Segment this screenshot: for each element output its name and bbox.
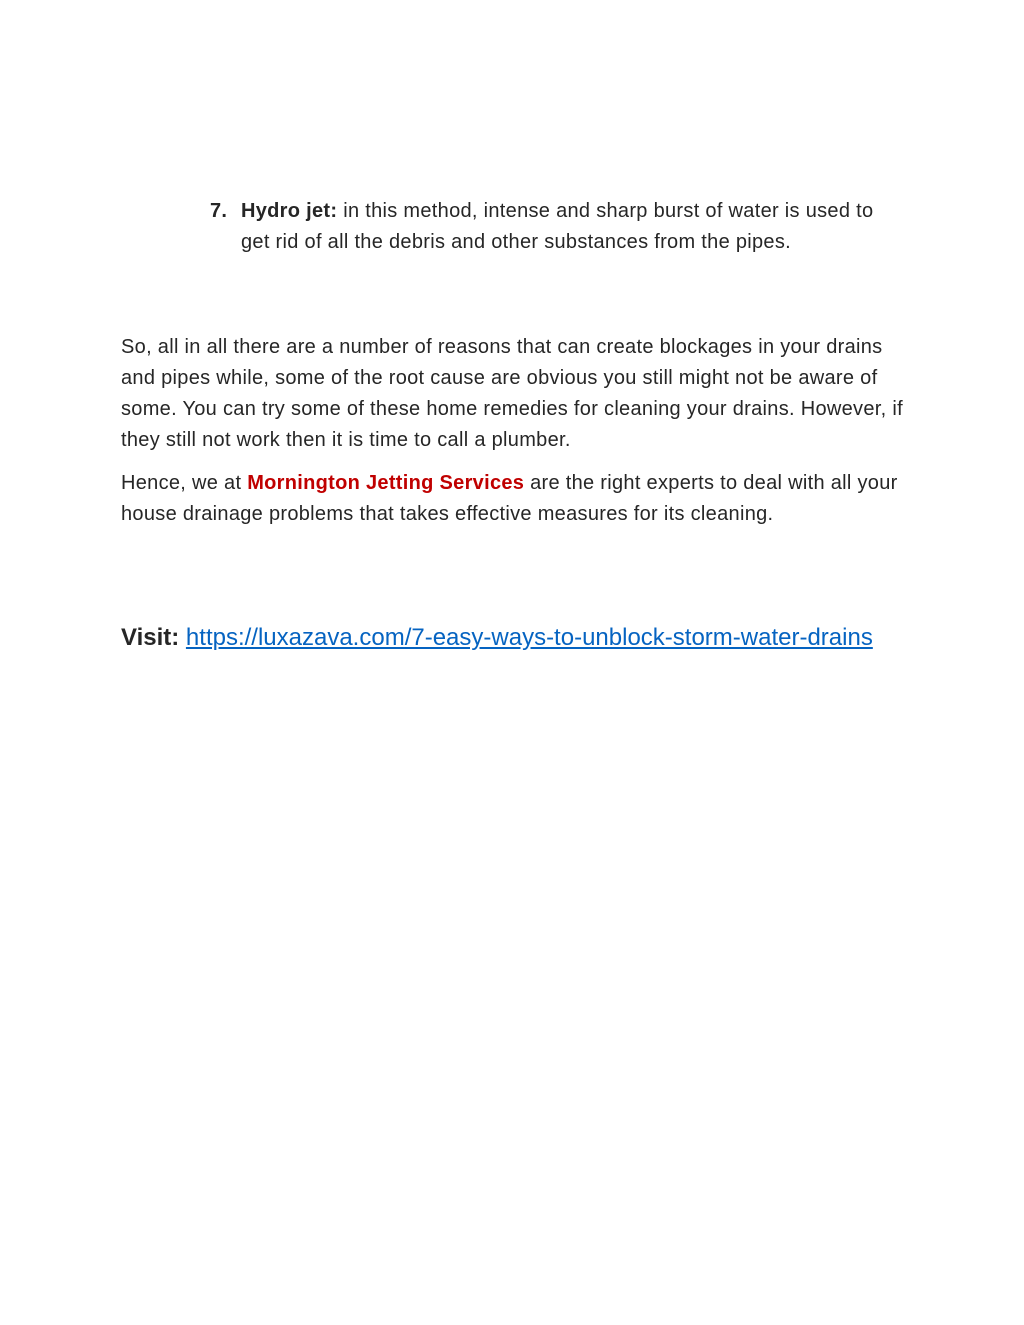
- list-item-body: [241, 196, 890, 258]
- company-paragraph-suffix: are the right experts to deal with all your house drainage problems that takes effective measures for its cleaning.: [121, 472, 898, 525]
- list-number: 7.: [210, 200, 228, 222]
- company-name: Mornington Jetting Services: [247, 472, 525, 494]
- summary-paragraph: So, all in all there are a number of reasons that can create blockages in your drains and pipes while, some of the root cause are obvious you still might not be aware of some. You can try some of these home remedies for cleaning your drains. However, if they still not work then it is time to call a plumber.: [121, 336, 903, 451]
- visit-link[interactable]: https://luxazava.com/7-easy-ways-to-unblock-storm-water-drains: [185, 624, 873, 651]
- company-paragraph-prefix: Hence, we at: [121, 472, 248, 494]
- visit-label: Visit:: [121, 624, 180, 651]
- visit-line: [121, 620, 881, 655]
- numbered-list-item: [210, 196, 890, 258]
- list-item-term: Hydro jet:: [241, 200, 338, 222]
- company-paragraph: [121, 468, 911, 530]
- list-item-text: in this method, intense and sharp burst of water is used to get rid of all the debris and other substances from the pipes.: [241, 200, 874, 253]
